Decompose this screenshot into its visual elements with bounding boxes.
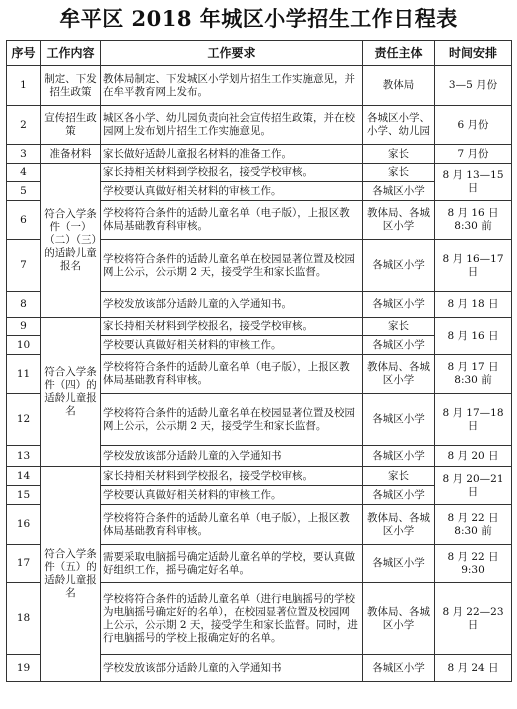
time-schedule: 8 月 13—15 日 — [435, 164, 512, 201]
responsible-party: 各城区小学 — [363, 446, 435, 467]
time-schedule: 8 月 16 日 — [435, 318, 512, 355]
work-requirement: 需要采取电脑摇号确定适龄儿童名单的学校，要认真做好组织工作，摇号确定好名单。 — [101, 545, 363, 583]
row-number: 15 — [7, 486, 41, 505]
row-number: 5 — [7, 182, 41, 201]
page-title: 牟平区 2018 年城区小学招生工作日程表 — [59, 6, 458, 31]
responsible-party: 各城区小学 — [363, 394, 435, 446]
time-schedule: 8 月 16 日 8:30 前 — [435, 201, 512, 240]
time-schedule: 8 月 22 日 8:30 前 — [435, 505, 512, 545]
responsible-party: 教体局、各城区小学 — [363, 583, 435, 655]
table-row — [7, 66, 512, 106]
time-schedule: 8 月 24 日 — [435, 655, 512, 682]
row-number: 17 — [7, 545, 41, 583]
responsible-party: 各城区小学、小学、幼儿园 — [363, 106, 435, 145]
work-requirement: 学校将符合条件的适龄儿童名单在校园显著位置及校园网上公示，公示期 2 天，接受学生和家长监督。 — [101, 394, 363, 446]
work-requirement: 家长持相关材料到学校报名，接受学校审核。 — [101, 467, 363, 486]
table-row — [7, 145, 512, 164]
time-schedule: 8 月 20 日 — [435, 446, 512, 467]
row-number: 7 — [7, 240, 41, 292]
row-number: 13 — [7, 446, 41, 467]
responsible-party: 家长 — [363, 164, 435, 182]
table-header-row — [7, 41, 512, 66]
responsible-party: 家长 — [363, 318, 435, 336]
work-content: 准备材料 — [41, 145, 101, 164]
row-number: 12 — [7, 394, 41, 446]
row-number: 4 — [7, 164, 41, 182]
work-requirement: 学校将符合条件的适龄儿童名单（电子版），上报区教体局基础教育科审核。 — [101, 355, 363, 394]
responsible-party: 家长 — [363, 467, 435, 486]
responsible-party: 各城区小学 — [363, 655, 435, 682]
responsible-party: 教体局、各城区小学 — [363, 505, 435, 545]
work-requirement: 学校要认真做好相关材料的审核工作。 — [101, 486, 363, 505]
time-schedule: 8 月 17 日 8:30 前 — [435, 355, 512, 394]
row-number: 3 — [7, 145, 41, 164]
time-schedule: 8 月 22—23 日 — [435, 583, 512, 655]
row-number: 14 — [7, 467, 41, 486]
row-number: 11 — [7, 355, 41, 394]
responsible-party: 各城区小学 — [363, 292, 435, 318]
row-number: 6 — [7, 201, 41, 240]
row-number: 18 — [7, 583, 41, 655]
table-row — [7, 164, 512, 182]
work-content: 符合入学条件（一）（二）（三）的适龄儿童报名 — [41, 164, 101, 318]
responsible-party: 各城区小学 — [363, 336, 435, 355]
work-requirement: 学校将符合条件的适龄儿童名单（电子版），上报区教体局基础教育科审核。 — [101, 505, 363, 545]
work-requirement: 学校要认真做好相关材料的审核工作。 — [101, 182, 363, 201]
work-requirement: 学校将符合条件的适龄儿童名单（电子版），上报区教体局基础教育科审核。 — [101, 201, 363, 240]
header-responsible: 责任主体 — [363, 41, 435, 66]
work-requirement: 家长做好适龄儿童报名材料的准备工作。 — [101, 145, 363, 164]
row-number: 16 — [7, 505, 41, 545]
time-schedule: 8 月 20—21 日 — [435, 467, 512, 505]
header-requirement: 工作要求 — [101, 41, 363, 66]
responsible-party: 家长 — [363, 145, 435, 164]
responsible-party: 教体局、各城区小学 — [363, 355, 435, 394]
work-content: 制定、下发招生政策 — [41, 66, 101, 106]
row-number: 9 — [7, 318, 41, 336]
work-requirement: 学校要认真做好相关材料的审核工作。 — [101, 336, 363, 355]
work-content: 宣传招生政策 — [41, 106, 101, 145]
schedule-table — [6, 40, 512, 682]
time-schedule: 8 月 17—18 日 — [435, 394, 512, 446]
row-number: 10 — [7, 336, 41, 355]
time-schedule: 7 月份 — [435, 145, 512, 164]
work-requirement: 学校发放该部分适龄儿童的入学通知书。 — [101, 292, 363, 318]
responsible-party: 教体局 — [363, 66, 435, 106]
responsible-party: 各城区小学 — [363, 182, 435, 201]
time-schedule: 3—5 月份 — [435, 66, 512, 106]
work-content: 符合入学条件（五）的适龄儿童报名 — [41, 467, 101, 682]
work-requirement: 家长持相关材料到学校报名，接受学校审核。 — [101, 318, 363, 336]
responsible-party: 各城区小学 — [363, 240, 435, 292]
responsible-party: 各城区小学 — [363, 545, 435, 583]
row-number: 1 — [7, 66, 41, 106]
row-number: 8 — [7, 292, 41, 318]
header-content: 工作内容 — [41, 41, 101, 66]
row-number: 19 — [7, 655, 41, 682]
work-requirement: 教体局制定、下发城区小学划片招生工作实施意见，并在牟平教育网上发布。 — [101, 66, 363, 106]
time-schedule: 8 月 18 日 — [435, 292, 512, 318]
work-requirement: 家长持相关材料到学校报名，接受学校审核。 — [101, 164, 363, 182]
row-number: 2 — [7, 106, 41, 145]
responsible-party: 教体局、各城区小学 — [363, 201, 435, 240]
time-schedule: 8 月 16—17 日 — [435, 240, 512, 292]
time-schedule: 8 月 22 日 9:30 — [435, 545, 512, 583]
work-requirement: 学校发放该部分适龄儿童的入学通知书 — [101, 655, 363, 682]
time-schedule: 6 月份 — [435, 106, 512, 145]
table-row — [7, 467, 512, 486]
work-requirement: 城区各小学、幼儿园负责向社会宣传招生政策，并在校园网上发布划片招生工作实施意见。 — [101, 106, 363, 145]
table-row — [7, 318, 512, 336]
header-time: 时间安排 — [435, 41, 512, 66]
work-content: 符合入学条件（四）的适龄儿童报名 — [41, 318, 101, 467]
responsible-party: 各城区小学 — [363, 486, 435, 505]
header-seq: 序号 — [7, 41, 41, 66]
work-requirement: 学校将符合条件的适龄儿童名单（进行电脑摇号的学校为电脑摇号确定好的名单），在校园显著位置及校园网上公示，公示期 2 天，接受学生和家长监督。同时，进行电脑摇号的学校上报确定好的名单。 — [101, 583, 363, 655]
table-row — [7, 106, 512, 145]
work-requirement: 学校将符合条件的适龄儿童名单在校园显著位置及校园网上公示，公示期 2 天，接受学生和家长监督。 — [101, 240, 363, 292]
work-requirement: 学校发放该部分适龄儿童的入学通知书 — [101, 446, 363, 467]
